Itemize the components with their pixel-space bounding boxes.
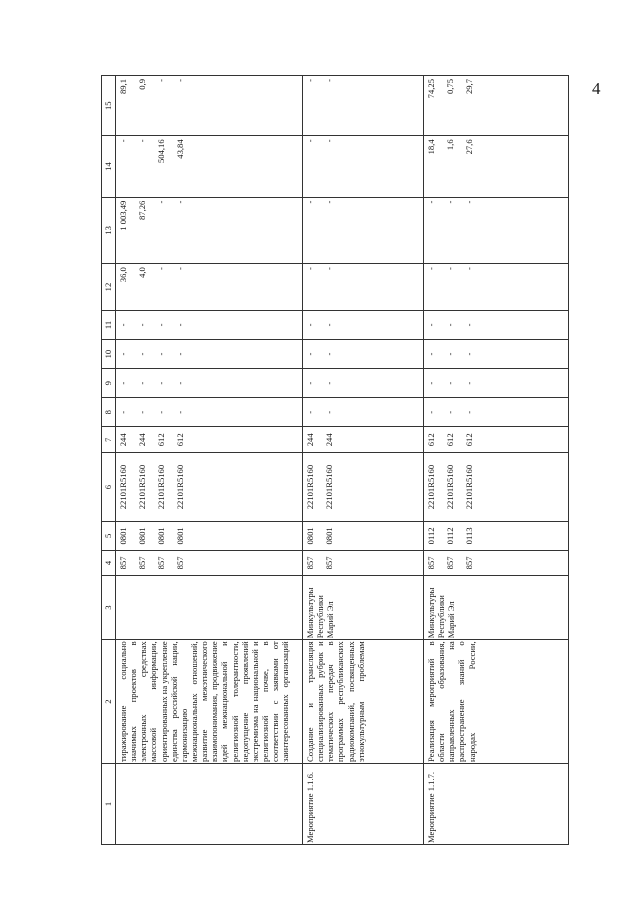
cell-col-14: 1,6 — [443, 136, 462, 197]
cell-col-9: - — [424, 369, 444, 398]
executor-cell — [424, 575, 569, 639]
table-row — [424, 76, 444, 845]
cell-col-8: - — [154, 398, 173, 427]
cell-col-7: 612 — [173, 427, 192, 453]
cell-col-4: 857 — [173, 550, 192, 575]
rotated-page-content — [101, 75, 616, 845]
cell-col-11: - — [116, 310, 136, 339]
cell-col-13: - — [303, 197, 323, 264]
filler-cell — [192, 76, 303, 136]
filler-cell — [341, 550, 424, 575]
cell-col-13: 87,26 — [135, 197, 154, 264]
cell-col-12: - — [462, 264, 481, 311]
filler-cell — [192, 136, 303, 197]
header-cell-12: 12 — [102, 264, 116, 311]
header-cell-13: 13 — [102, 197, 116, 264]
filler-cell — [341, 340, 424, 369]
cell-col-12: 4,0 — [135, 264, 154, 311]
cell-col-15: 0,75 — [443, 76, 462, 136]
cell-col-14: - — [322, 136, 341, 197]
header-cell-10: 10 — [102, 340, 116, 369]
filler-cell — [192, 398, 303, 427]
header-cell-1: 1 — [102, 763, 116, 844]
cell-col-9: - — [443, 369, 462, 398]
cell-col-12: - — [424, 264, 444, 311]
filler-cell — [192, 340, 303, 369]
cell-col-4: 857 — [154, 550, 173, 575]
filler-cell — [341, 398, 424, 427]
cell-col-5: 0801 — [135, 521, 154, 550]
cell-col-13: 1 003,49 — [116, 197, 136, 264]
cell-col-12: - — [173, 264, 192, 311]
filler-cell — [341, 521, 424, 550]
cell-col-7: 612 — [154, 427, 173, 453]
filler-cell — [481, 136, 569, 197]
page-number: 4 — [592, 79, 601, 98]
activity-description: Создание и трансляция специализированных рубрик и тематических передач в программах республиканских радиокомпаний, посвященных этнокультурным проблемам — [303, 640, 424, 764]
cell-col-11: - — [424, 310, 444, 339]
filler-cell — [192, 197, 303, 264]
cell-col-14: 18,4 — [424, 136, 444, 197]
cell-col-9: - — [322, 369, 341, 398]
cell-col-4: 857 — [443, 550, 462, 575]
cell-col-15: 74,25 — [424, 76, 444, 136]
filler-cell — [192, 453, 303, 522]
cell-col-15: - — [173, 76, 192, 136]
header-cell-4: 4 — [102, 550, 116, 575]
filler-cell — [481, 453, 569, 522]
header-cell-2: 2 — [102, 640, 116, 764]
cell-col-7: 612 — [462, 427, 481, 453]
filler-cell — [341, 369, 424, 398]
cell-col-10: - — [322, 340, 341, 369]
executor-cell — [116, 575, 303, 639]
header-cell-11: 11 — [102, 310, 116, 339]
cell-col-5: 0112 — [443, 521, 462, 550]
activity-label — [116, 763, 303, 844]
filler-cell — [192, 310, 303, 339]
cell-col-6: 22101R5160 — [443, 453, 462, 522]
cell-col-8: - — [116, 398, 136, 427]
cell-col-6: 22101R5160 — [424, 453, 444, 522]
cell-col-15: - — [303, 76, 323, 136]
cell-col-5: 0112 — [424, 521, 444, 550]
filler-cell — [192, 369, 303, 398]
header-cell-15: 15 — [102, 76, 116, 136]
filler-cell — [481, 340, 569, 369]
cell-col-7: 244 — [135, 427, 154, 453]
executor-name: Минкультуры Республики Марий Эл — [426, 587, 457, 639]
activity-label: Мероприятие 1.1.7. — [424, 763, 569, 844]
cell-col-4: 857 — [424, 550, 444, 575]
filler-cell — [481, 369, 569, 398]
cell-col-15: - — [154, 76, 173, 136]
filler-cell — [481, 197, 569, 264]
cell-col-10: - — [424, 340, 444, 369]
cell-col-15: - — [322, 76, 341, 136]
cell-col-6: 22101R5160 — [462, 453, 481, 522]
activity-description: тиражирование социально значимых проектов в электронных средствах массовой информации, ориентированных на укрепление единства российской нации, гармонизацию межнациональных отношений, развитие межэтнического взаимопонимания, продвижение идей межнациональной и религиозной толерантности, недопущение проявлений экстремизма на национальной и религиозной почве, в соответствии с заявками от заинтересованных организаций — [116, 640, 303, 764]
cell-col-10: - — [462, 340, 481, 369]
cell-col-14: - — [116, 136, 136, 197]
header-cell-9: 9 — [102, 369, 116, 398]
cell-col-10: - — [303, 340, 323, 369]
cell-col-12: - — [443, 264, 462, 311]
filler-cell — [481, 550, 569, 575]
cell-col-5: 0801 — [322, 521, 341, 550]
filler-cell — [341, 310, 424, 339]
cell-col-11: - — [154, 310, 173, 339]
cell-col-12: 36,0 — [116, 264, 136, 311]
budget-table — [101, 75, 569, 845]
cell-col-7: 612 — [424, 427, 444, 453]
cell-col-7: 244 — [116, 427, 136, 453]
table-row — [116, 76, 136, 845]
cell-col-10: - — [116, 340, 136, 369]
header-cell-7: 7 — [102, 427, 116, 453]
cell-col-11: - — [462, 310, 481, 339]
header-cell-5: 5 — [102, 521, 116, 550]
cell-col-13: - — [322, 197, 341, 264]
cell-col-4: 857 — [303, 550, 323, 575]
filler-cell — [192, 264, 303, 311]
cell-col-6: 22101R5160 — [303, 453, 323, 522]
cell-col-8: - — [173, 398, 192, 427]
cell-col-11: - — [135, 310, 154, 339]
filler-cell — [341, 197, 424, 264]
filler-cell — [481, 398, 569, 427]
cell-col-8: - — [135, 398, 154, 427]
cell-col-8: - — [424, 398, 444, 427]
cell-col-14: 27,6 — [462, 136, 481, 197]
cell-col-10: - — [443, 340, 462, 369]
table-row — [303, 76, 323, 845]
cell-col-6: 22101R5160 — [135, 453, 154, 522]
cell-col-12: - — [154, 264, 173, 311]
cell-col-10: - — [135, 340, 154, 369]
cell-col-8: - — [462, 398, 481, 427]
cell-col-9: - — [135, 369, 154, 398]
cell-col-14: - — [135, 136, 154, 197]
filler-cell — [192, 521, 303, 550]
cell-col-13: - — [462, 197, 481, 264]
cell-col-4: 857 — [322, 550, 341, 575]
cell-col-9: - — [116, 369, 136, 398]
cell-col-14: 504,16 — [154, 136, 173, 197]
cell-col-5: 0801 — [116, 521, 136, 550]
cell-col-8: - — [322, 398, 341, 427]
cell-col-4: 857 — [116, 550, 136, 575]
cell-col-6: 22101R5160 — [154, 453, 173, 522]
cell-col-13: - — [154, 197, 173, 264]
cell-col-11: - — [303, 310, 323, 339]
cell-col-13: - — [173, 197, 192, 264]
cell-col-8: - — [443, 398, 462, 427]
filler-cell — [341, 76, 424, 136]
cell-col-15: 89,1 — [116, 76, 136, 136]
filler-cell — [481, 310, 569, 339]
filler-cell — [192, 550, 303, 575]
cell-col-9: - — [154, 369, 173, 398]
filler-cell — [481, 521, 569, 550]
cell-col-11: - — [322, 310, 341, 339]
cell-col-6: 22101R5160 — [173, 453, 192, 522]
cell-col-13: - — [443, 197, 462, 264]
cell-col-15: 0,9 — [135, 76, 154, 136]
filler-cell — [192, 427, 303, 453]
cell-col-9: - — [303, 369, 323, 398]
cell-col-12: - — [322, 264, 341, 311]
executor-cell — [303, 575, 424, 639]
cell-col-9: - — [173, 369, 192, 398]
cell-col-6: 22101R5160 — [322, 453, 341, 522]
cell-col-12: - — [303, 264, 323, 311]
cell-col-5: 0801 — [303, 521, 323, 550]
cell-col-4: 857 — [462, 550, 481, 575]
header-row — [102, 76, 116, 845]
cell-col-10: - — [173, 340, 192, 369]
filler-cell — [341, 427, 424, 453]
cell-col-14: 43,84 — [173, 136, 192, 197]
filler-cell — [341, 136, 424, 197]
header-cell-6: 6 — [102, 453, 116, 522]
cell-col-6: 22101R5160 — [116, 453, 136, 522]
cell-col-13: - — [424, 197, 444, 264]
cell-col-7: 244 — [322, 427, 341, 453]
cell-col-14: - — [303, 136, 323, 197]
header-cell-14: 14 — [102, 136, 116, 197]
cell-col-7: 244 — [303, 427, 323, 453]
filler-cell — [341, 453, 424, 522]
cell-col-15: 29,7 — [462, 76, 481, 136]
table-body — [116, 76, 569, 845]
executor-name: Минкультуры Республики Марий Эл — [305, 587, 336, 639]
activity-description: Реализация мероприятий в области образования, направленных на распространение знаний о народах России, — [424, 640, 569, 764]
cell-col-11: - — [173, 310, 192, 339]
cell-col-5: 0801 — [154, 521, 173, 550]
cell-col-10: - — [154, 340, 173, 369]
header-cell-3: 3 — [102, 575, 116, 639]
cell-col-4: 857 — [135, 550, 154, 575]
filler-cell — [481, 427, 569, 453]
cell-col-5: 0801 — [173, 521, 192, 550]
cell-col-9: - — [462, 369, 481, 398]
cell-col-7: 612 — [443, 427, 462, 453]
filler-cell — [341, 264, 424, 311]
cell-col-11: - — [443, 310, 462, 339]
activity-label: Мероприятие 1.1.6. — [303, 763, 424, 844]
header-cell-8: 8 — [102, 398, 116, 427]
filler-cell — [481, 76, 569, 136]
cell-col-5: 0113 — [462, 521, 481, 550]
filler-cell — [481, 264, 569, 311]
cell-col-8: - — [303, 398, 323, 427]
